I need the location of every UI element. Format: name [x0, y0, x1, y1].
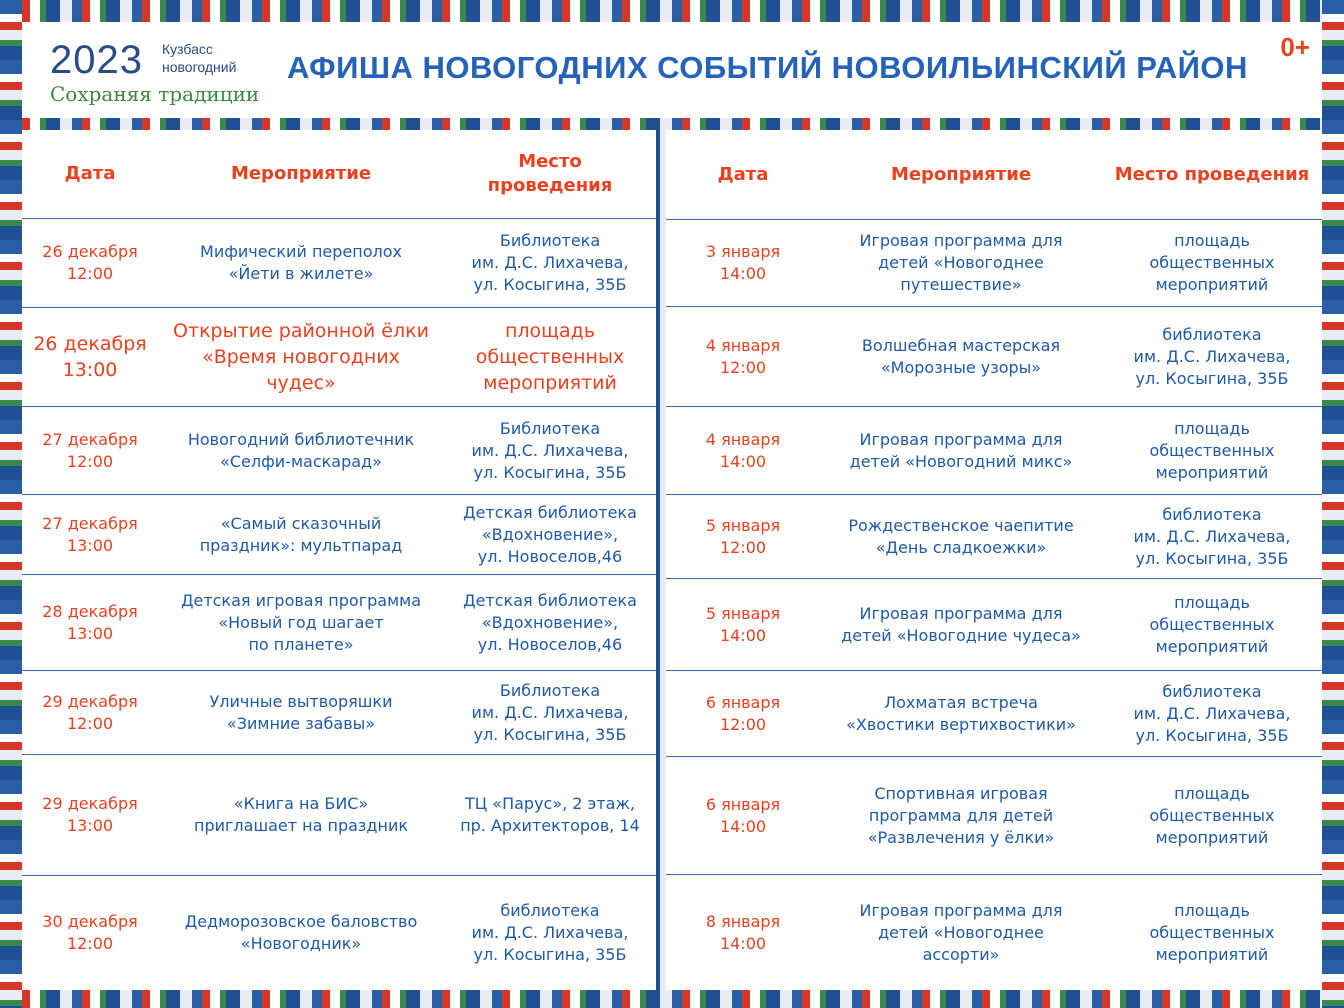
event-place: Детская библиотека «Вдохновение», ул. Новоселов,46: [463, 590, 637, 654]
event-place: библиотека им. Д.С. Лихачева, ул. Косыгина, 35Б: [471, 901, 629, 964]
event-title: Игровая программа для детей «Новогоднее ассорти»: [859, 900, 1063, 964]
event-title: Открытие районной ёлки «Время новогодних чудес»: [173, 320, 429, 394]
event-date: 26 декабря 12:00: [42, 242, 138, 283]
table-row: [22, 495, 656, 575]
table-row: [22, 755, 656, 876]
logo-subtitle-line-1: Кузбасс: [162, 41, 213, 57]
ornament-border-right: [1322, 0, 1344, 1008]
event-title: Игровая программа для детей «Новогоднее путешествие»: [859, 231, 1063, 294]
event-place: Библиотека им. Д.С. Лихачева, ул. Косыгина, 35Б: [471, 231, 629, 294]
event-title: Лохматая встреча «Хвостики вертихвостики»: [846, 692, 1076, 734]
event-date: 6 января 12:00: [705, 692, 781, 734]
event-date: 6 января 14:00: [705, 794, 781, 836]
event-date: 4 января 14:00: [705, 429, 781, 471]
table-row: [22, 671, 656, 755]
event-place: площадь общественных мероприятий: [1149, 783, 1275, 847]
logo-tagline: Сохраняя традиции: [50, 82, 260, 106]
event-place: библиотека им. Д.С. Лихачева, ул. Косыгина, 35Б: [1133, 504, 1291, 568]
age-rating-badge: 0+: [1280, 32, 1310, 62]
event-date: 28 декабря 13:00: [42, 601, 138, 643]
event-title: Детская игровая программа «Новый год шагает по планете»: [180, 590, 422, 654]
event-place: библиотека им. Д.С. Лихачева, ул. Косыгина, 35Б: [1133, 681, 1291, 745]
event-place: площадь общественных мероприятий: [1149, 592, 1275, 656]
event-date: 29 декабря 12:00: [42, 691, 138, 733]
table-row: [666, 579, 1322, 671]
event-place: Библиотека им. Д.С. Лихачева, ул. Косыгина, 35Б: [471, 680, 629, 744]
event-title: Игровая программа для детей «Новогодние чудеса»: [841, 603, 1081, 645]
event-place: Детская библиотека «Вдохновение», ул. Новоселов,46: [463, 502, 637, 566]
column-header-date: Дата: [64, 163, 116, 184]
event-title: Уличные вытворяшки «Зимние забавы»: [209, 691, 393, 733]
column-header-date: Дата: [717, 163, 769, 185]
event-title: Рождественское чаепитие «День сладкоежки»: [848, 515, 1074, 557]
table-row: [22, 575, 656, 671]
event-title: «Самый сказочный праздник»: мультпарад: [199, 513, 403, 555]
table-row: [666, 875, 1322, 990]
events-table-right: [666, 130, 1322, 990]
event-date: 5 января 12:00: [705, 515, 781, 557]
events-table-left: [22, 130, 656, 990]
event-place: площадь общественных мероприятий: [1149, 900, 1275, 964]
event-place: Библиотека им. Д.С. Лихачева, ул. Косыгина, 35Б: [471, 418, 629, 482]
event-date: 27 декабря 13:00: [42, 513, 138, 555]
column-header-event: Мероприятие: [230, 163, 372, 184]
table-row: [666, 407, 1322, 495]
table-row: [666, 495, 1322, 579]
column-header-place: Место проведения: [487, 151, 613, 196]
event-title: «Книга на БИС» приглашает на праздник: [193, 794, 408, 835]
column-header-place: Место проведения: [1114, 163, 1310, 185]
table-row: [22, 407, 656, 495]
table-row: [22, 219, 656, 308]
table-row: [666, 757, 1322, 875]
logo: [50, 38, 280, 108]
event-place: площадь общественных мероприятий: [475, 320, 625, 394]
logo-subtitle: [162, 40, 236, 76]
event-date: 27 декабря 12:00: [42, 429, 138, 471]
event-place: площадь общественных мероприятий: [1149, 231, 1275, 294]
event-place: площадь общественных мероприятий: [1149, 418, 1275, 482]
logo-year: 2023: [50, 38, 143, 82]
event-date: 3 января 14:00: [705, 242, 781, 283]
event-date: 26 декабря 13:00: [33, 333, 147, 381]
table-row: [666, 220, 1322, 307]
event-title: Спортивная игровая программа для детей «Развлечения у ёлки»: [867, 783, 1055, 847]
event-place: ТЦ «Парус», 2 этаж, пр. Архитекторов, 14: [460, 794, 640, 835]
table-header-row: [666, 130, 1322, 220]
table-row-highlight: [22, 308, 656, 407]
event-title: Мифический переполох «Йети в жилете»: [200, 242, 402, 283]
logo-subtitle-line-2: новогодний: [162, 59, 237, 75]
column-header-event: Мероприятие: [890, 163, 1032, 185]
page-title: АФИША НОВОГОДНИХ СОБЫТИЙ НОВОИЛЬИНСКИЙ РАЙОН: [287, 50, 1248, 85]
page-header: [22, 22, 1322, 118]
ornament-border-left: [0, 0, 22, 1008]
table-row: [666, 307, 1322, 407]
table-row: [666, 671, 1322, 757]
table-header-row: [22, 130, 656, 219]
event-date: 4 января 12:00: [705, 335, 781, 377]
event-title: Новогодний библиотечник «Селфи-маскарад»: [187, 429, 415, 471]
event-date: 8 января 14:00: [705, 911, 781, 953]
table-row: [22, 876, 656, 990]
event-date: 29 декабря 13:00: [42, 794, 138, 835]
event-title: Волшебная мастерская «Морозные узоры»: [861, 335, 1061, 377]
event-title: Игровая программа для детей «Новогодний микс»: [849, 429, 1073, 471]
event-place: библиотека им. Д.С. Лихачева, ул. Косыгина, 35Б: [1133, 324, 1291, 388]
event-date: 30 декабря 12:00: [42, 912, 138, 953]
event-title: Дедморозовское баловство «Новогодник»: [184, 912, 418, 953]
event-date: 5 января 14:00: [705, 603, 781, 645]
